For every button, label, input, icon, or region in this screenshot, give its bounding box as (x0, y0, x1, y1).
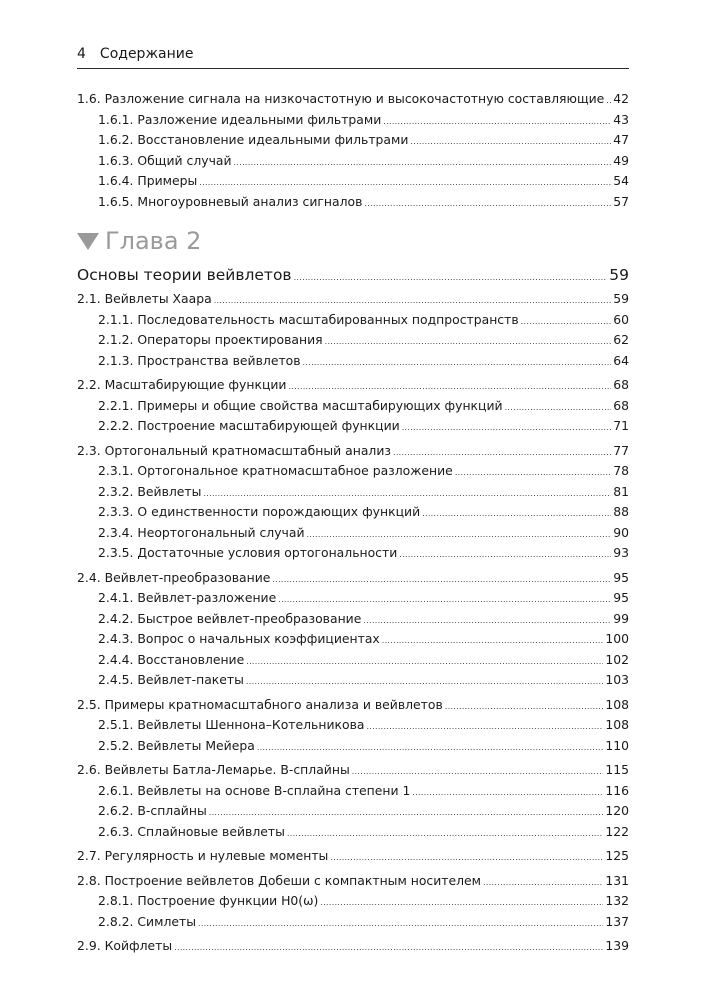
toc-entry-page: 95 (613, 569, 629, 585)
toc-entry-label: 2.4.4. Восстановление (98, 651, 245, 667)
toc-entry-page: 139 (605, 938, 629, 953)
toc-entry-label: 2.4. Вейвлет-преобразование (77, 569, 271, 585)
leader-dots (364, 194, 611, 215)
toc-entry[interactable] (77, 760, 629, 781)
toc-entry[interactable] (77, 523, 629, 544)
toc-chapter-2 (77, 261, 629, 957)
toc-entry-page: 42 (613, 91, 629, 106)
toc-entry[interactable] (77, 110, 629, 131)
leader-dots (272, 570, 611, 591)
toc-entry-page: 131 (605, 872, 629, 888)
toc-entry-page: 116 (605, 782, 629, 798)
running-head (77, 44, 629, 64)
toc-entry-page: 47 (613, 132, 629, 147)
leader-dots (234, 153, 612, 174)
toc-entry-page: 54 (613, 173, 629, 188)
toc-entry-label: Основы теории вейвлетов (77, 266, 292, 284)
leader-dots (303, 353, 612, 374)
toc-entry-page: 137 (605, 913, 629, 929)
toc-entry[interactable] (77, 801, 629, 822)
toc-entry[interactable] (77, 629, 629, 650)
toc-entry-page: 99 (613, 610, 629, 626)
toc-entry[interactable] (77, 310, 629, 331)
leader-dots (366, 717, 603, 738)
leader-dots (320, 893, 603, 914)
leader-dots (294, 264, 608, 292)
toc-entry-label: 2.4.3. Вопрос о начальных коэффициентах (98, 631, 380, 646)
toc-entry-label: 2.1. Вейвлеты Хаара (77, 291, 212, 306)
toc-entry[interactable] (77, 871, 629, 892)
toc-entry-page: 103 (605, 672, 629, 687)
toc-entry-page: 120 (605, 803, 629, 818)
toc-entry-label: 2.4.2. Быстрое вейвлет-преобразование (98, 610, 362, 626)
leader-dots (382, 631, 604, 652)
toc-entry-page: 57 (613, 193, 629, 209)
toc-entry-page: 81 (613, 483, 629, 499)
leader-dots (214, 291, 612, 312)
toc-section-1-6 (77, 89, 629, 212)
toc-entry-label: 2.8.2. Симлеты (98, 913, 196, 929)
toc-entry[interactable] (77, 891, 629, 912)
toc-entry[interactable] (77, 330, 629, 351)
leader-dots (307, 525, 612, 546)
toc-entry[interactable] (77, 670, 629, 691)
leader-dots (174, 938, 603, 959)
leader-dots (246, 652, 603, 673)
toc-entry-page: 62 (613, 332, 629, 347)
leader-dots (521, 312, 612, 333)
toc-entry-page: 90 (613, 524, 629, 540)
toc-entry-page: 93 (613, 545, 629, 560)
leader-dots (402, 418, 612, 439)
toc-entry[interactable] (77, 736, 629, 757)
toc-entry-label: 1.6.1. Разложение идеальными фильтрами (98, 111, 382, 127)
toc-entry-label: 2.4.1. Вейвлет-разложение (98, 590, 277, 605)
toc-entry-label: 2.3.3. О единственности порождающих функций (98, 504, 421, 519)
toc-entry-page: 64 (613, 352, 629, 368)
triangle-down-icon (77, 233, 99, 250)
page-number: 4 (77, 46, 86, 62)
leader-dots (445, 697, 604, 718)
toc-entry-label: 2.3. Ортогональный кратномасштабный анализ (77, 442, 391, 458)
toc-entry-page: 122 (605, 823, 629, 839)
leader-dots (278, 590, 611, 611)
toc-entry-page: 59 (609, 266, 629, 284)
toc-entry-label: 1.6.2. Восстановление идеальными фильтрами (98, 132, 409, 147)
toc-entry[interactable] (77, 936, 629, 957)
toc-entry-label: 2.8. Построение вейвлетов Добеши с компактным носителем (77, 872, 482, 888)
toc-entry-page: 59 (613, 291, 629, 306)
toc-entry[interactable] (77, 130, 629, 151)
chapter-heading (77, 225, 201, 257)
toc-entry[interactable] (77, 695, 629, 716)
toc-entry[interactable] (77, 588, 629, 609)
toc-entry[interactable] (77, 912, 629, 933)
toc-entry[interactable] (77, 151, 629, 172)
toc-entry-page: 88 (613, 504, 629, 519)
toc-entry[interactable] (77, 715, 629, 736)
toc-entry-page: 115 (605, 762, 629, 777)
toc-entry[interactable] (77, 846, 629, 867)
toc-entry-label: 2.3.2. Вейвлеты (98, 483, 202, 499)
toc-entry-page: 110 (605, 737, 629, 753)
toc-entry-page: 132 (605, 893, 629, 908)
leader-dots (352, 762, 604, 783)
toc-entry-page: 68 (613, 377, 629, 392)
leader-dots (412, 783, 603, 804)
toc-entry-label: 2.6.3. Сплайновые вейвлеты (98, 823, 285, 839)
toc-entry-label: 2.1.2. Операторы проектирования (98, 332, 323, 347)
toc-entry-page: 108 (605, 717, 629, 732)
toc-entry-page: 100 (605, 631, 629, 646)
toc-entry[interactable] (77, 482, 629, 503)
toc-entry-label: 2.6.2. B-сплайны (98, 803, 207, 818)
toc-entry-label: 2.8.1. Построение функции H0(ω) (98, 893, 319, 908)
leader-dots (606, 91, 611, 112)
leader-dots (198, 914, 603, 935)
running-head-title: Содержание (99, 46, 194, 62)
toc-entry-label: 2.9. Койфлеты (77, 938, 173, 953)
toc-entry-page: 71 (613, 418, 629, 433)
toc-entry-label: 2.7. Регулярность и нулевые моменты (77, 848, 329, 863)
leader-dots (363, 611, 611, 632)
toc-entry-label: 1.6.4. Примеры (98, 173, 198, 188)
leader-dots (383, 112, 611, 133)
toc-entry-label: 1.6.5. Многоуровневый анализ сигналов (98, 193, 363, 209)
header-rule (77, 68, 629, 69)
toc-entry-label: 2.2. Масштабирующие функции (77, 377, 287, 392)
toc-entry-page: 60 (613, 311, 629, 327)
leader-dots (325, 332, 612, 353)
leader-dots (505, 398, 612, 419)
toc-entry[interactable] (77, 461, 629, 482)
toc-entry[interactable] (77, 502, 629, 523)
leader-dots (393, 443, 611, 464)
toc-entry[interactable] (77, 568, 629, 589)
leader-dots (289, 377, 612, 398)
toc-entry[interactable] (77, 351, 629, 372)
toc-entry[interactable] (77, 781, 629, 802)
toc-entry-label: 2.3.4. Неортогональный случай (98, 524, 305, 540)
toc-entry[interactable] (77, 192, 629, 213)
leader-dots (330, 848, 603, 869)
toc-entry-page: 102 (605, 651, 629, 667)
toc-entry[interactable] (77, 543, 629, 564)
toc-entry-page: 49 (613, 152, 629, 168)
toc-entry[interactable] (77, 375, 629, 396)
leader-dots (483, 873, 603, 894)
toc-entry-label: 2.5.1. Вейвлеты Шеннона–Котельникова (98, 717, 365, 732)
toc-entry[interactable] (77, 171, 629, 192)
toc-entry-label: 2.3.5. Достаточные условия ортогональности (98, 545, 398, 560)
toc-entry-page: 77 (613, 442, 629, 458)
toc-entry[interactable] (77, 89, 629, 110)
toc-entry[interactable] (77, 441, 629, 462)
toc-entry[interactable] (77, 650, 629, 671)
leader-dots (199, 173, 611, 194)
toc-entry[interactable] (77, 396, 629, 417)
leader-dots (209, 803, 604, 824)
toc-entry-label: 1.6. Разложение сигнала на низкочастотную и высокочастотную составляющие (77, 91, 605, 106)
toc-entry-label: 1.6.3. Общий случай (98, 152, 232, 168)
leader-dots (455, 463, 611, 484)
toc-entry-label: 2.6. Вейвлеты Батла-Лемарье. B-сплайны (77, 762, 350, 777)
toc-entry-label: 2.2.1. Примеры и общие свойства масштабирующих функций (98, 397, 503, 413)
toc-entry-label: 2.5.2. Вейвлеты Мейера (98, 737, 255, 753)
leader-dots (422, 504, 611, 525)
leader-dots (410, 132, 611, 153)
toc-entry-page: 43 (613, 111, 629, 127)
toc-entry-label: 2.5. Примеры кратномасштабного анализа и вейвлетов (77, 696, 443, 712)
leader-dots (246, 672, 603, 693)
leader-dots (287, 824, 603, 845)
toc-entry-label: 2.2.2. Построение масштабирующей функции (98, 418, 400, 433)
toc-entry-label: 2.4.5. Вейвлет-пакеты (98, 672, 244, 687)
leader-dots (399, 545, 611, 566)
toc-part-title[interactable] (77, 261, 629, 289)
toc-entry-page: 78 (613, 463, 629, 478)
leader-dots (203, 484, 611, 505)
toc-entry[interactable] (77, 289, 629, 310)
toc-entry[interactable] (77, 609, 629, 630)
toc-entry-label: 2.1.1. Последовательность масштабированных подпространств (98, 311, 519, 327)
toc-entry-label: 2.3.1. Ортогональное кратномасштабное разложение (98, 463, 453, 478)
leader-dots (257, 738, 604, 759)
toc-entry-page: 68 (613, 397, 629, 413)
chapter-title: Глава 2 (105, 227, 202, 255)
toc-entry[interactable] (77, 416, 629, 437)
toc-entry[interactable] (77, 822, 629, 843)
toc-entry-page: 125 (605, 848, 629, 863)
toc-entry-label: 2.1.3. Пространства вейвлетов (98, 352, 301, 368)
toc-entry-label: 2.6.1. Вейвлеты на основе B-сплайна степени 1 (98, 782, 411, 798)
toc-entry-page: 95 (613, 590, 629, 605)
toc-entry-page: 108 (605, 696, 629, 712)
